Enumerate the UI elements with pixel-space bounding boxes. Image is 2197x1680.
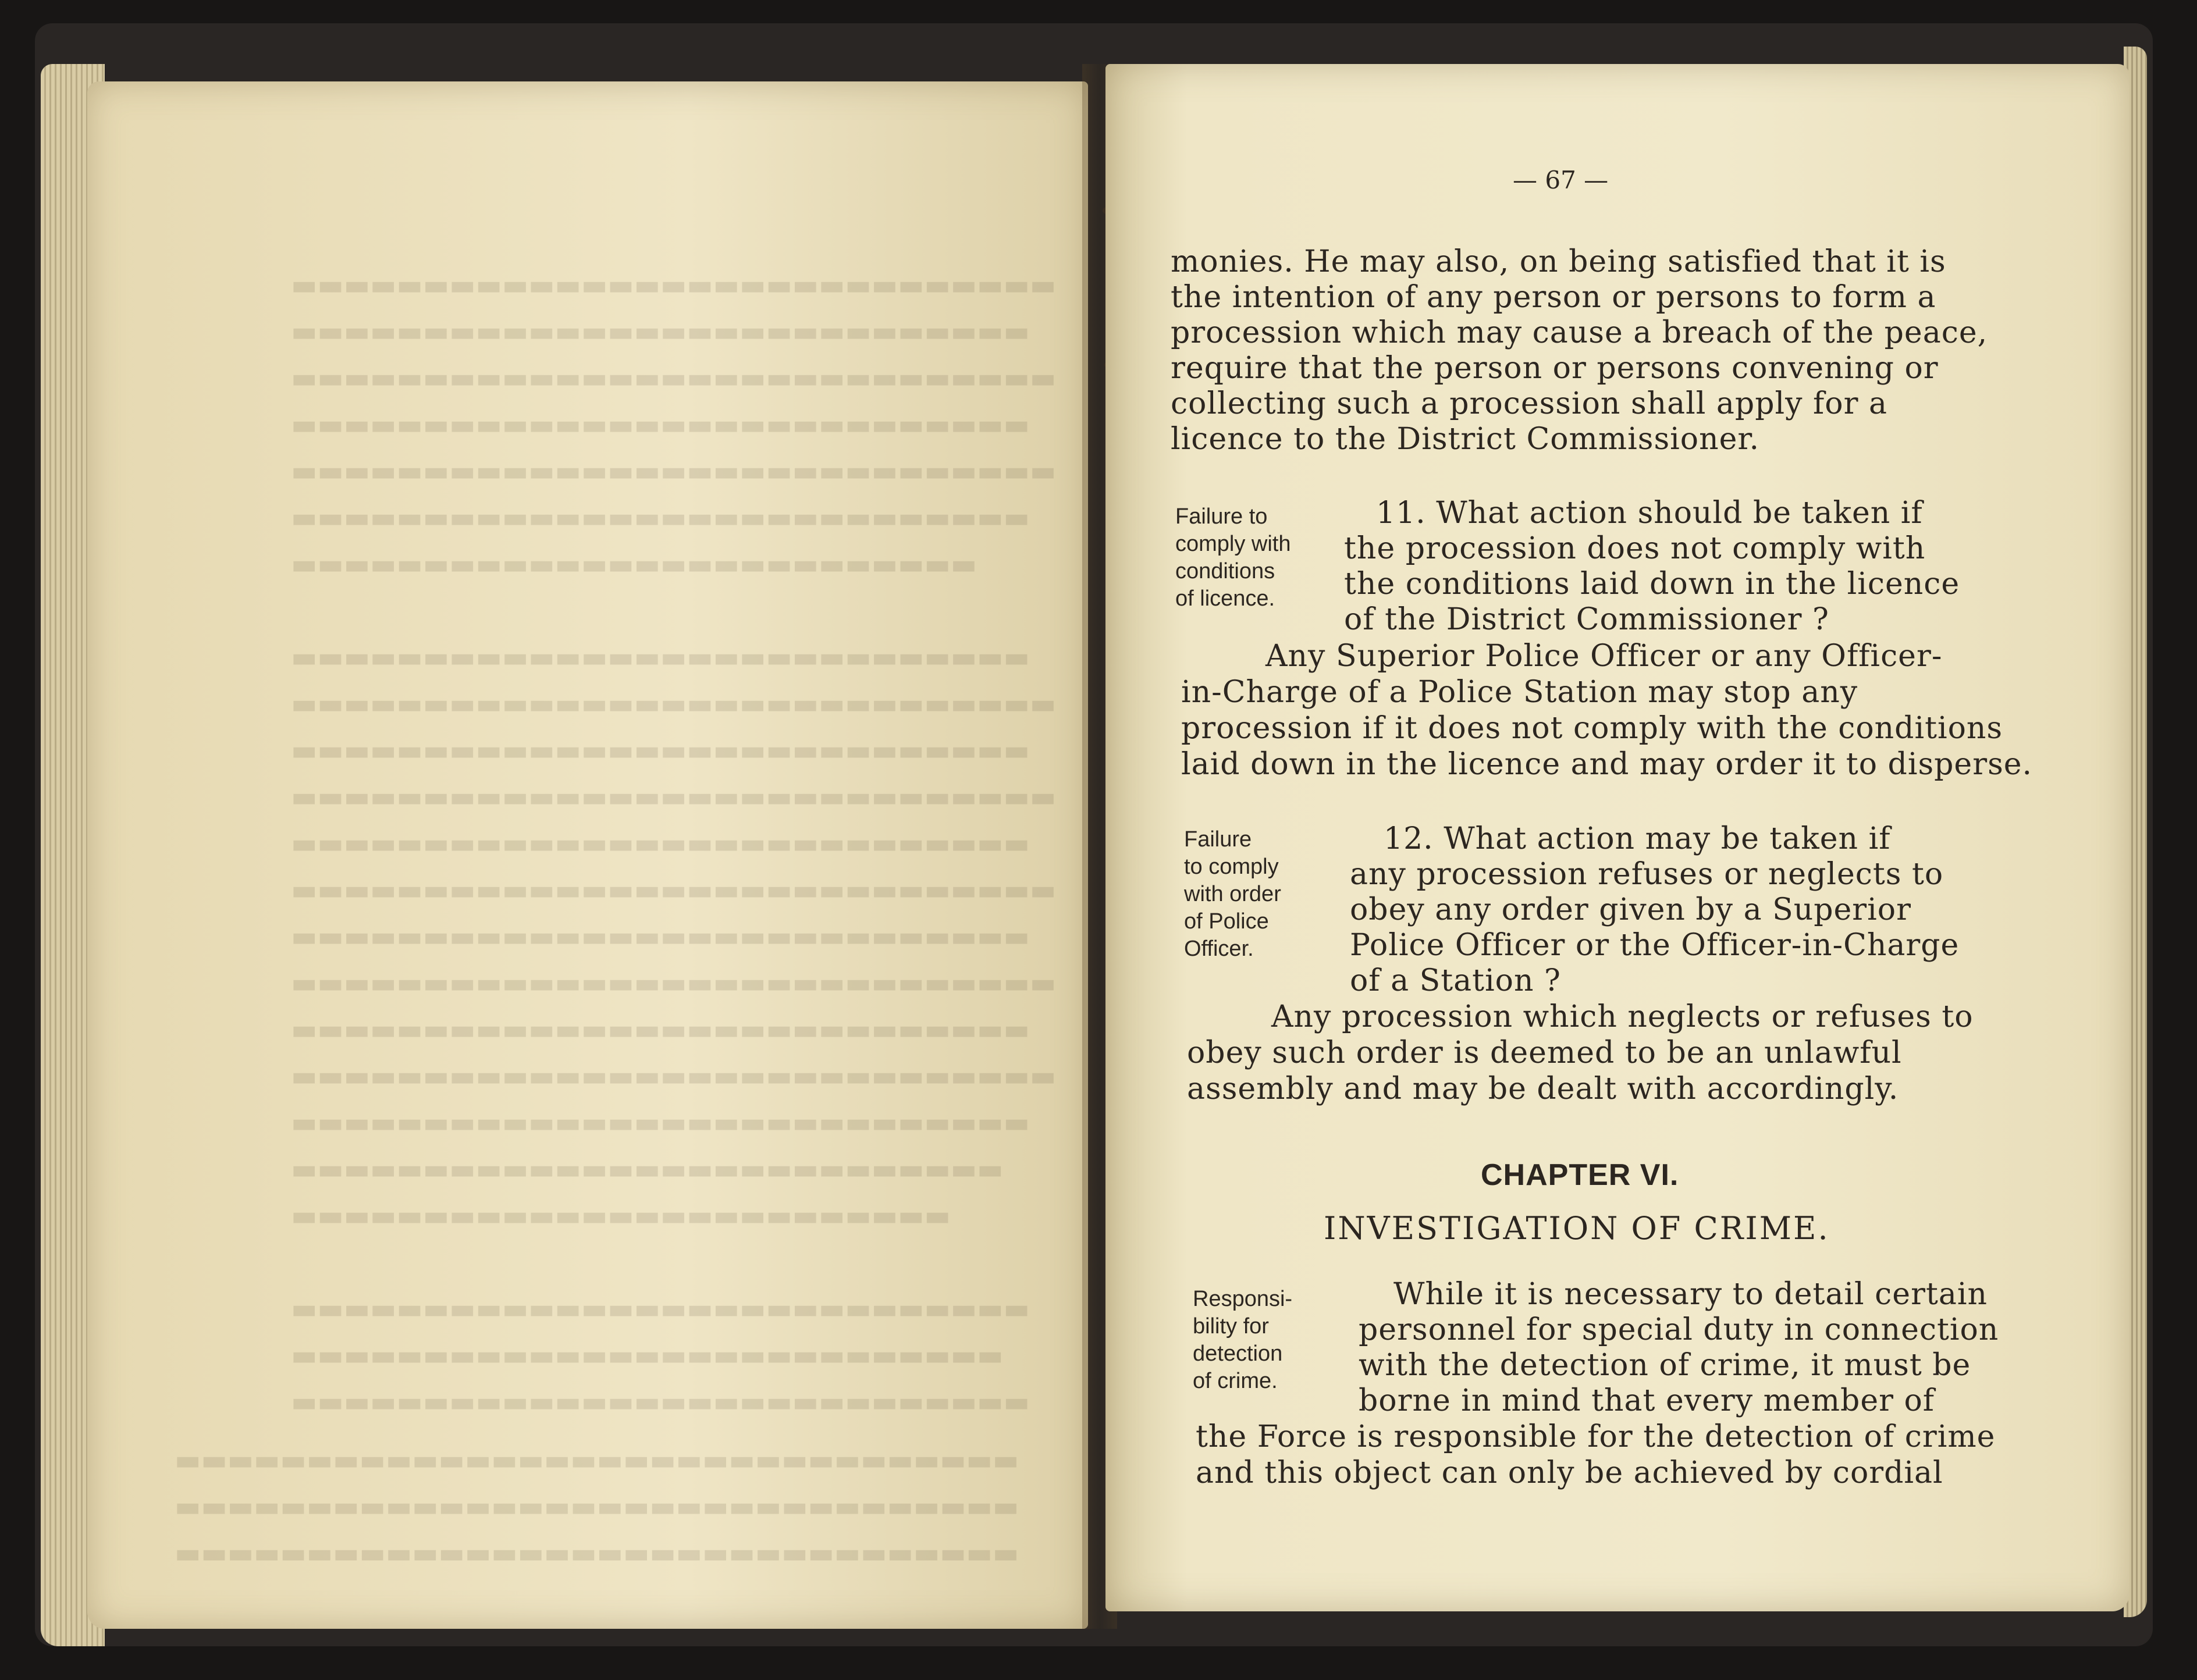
- show-through-text: ▬▬▬▬▬▬▬▬▬▬▬▬▬▬▬▬▬▬▬▬▬▬▬▬▬▬▬▬: [291, 315, 1030, 348]
- crime-paragraph-line: personnel for special duty in connection: [1359, 1312, 1999, 1347]
- show-through-text: ▬▬▬▬▬▬▬▬▬▬▬▬▬▬▬▬▬▬▬▬▬▬▬▬▬▬▬▬▬: [291, 362, 1057, 394]
- crime-paragraph-line: While it is necessary to detail certain: [1393, 1277, 1988, 1312]
- show-through-text: ▬▬▬▬▬▬▬▬▬▬▬▬▬▬▬▬▬▬▬▬▬▬▬▬▬▬: [291, 548, 977, 581]
- show-through-text: ▬▬▬▬▬▬▬▬▬▬▬▬▬▬▬▬▬▬▬▬▬▬▬▬▬▬▬▬: [291, 408, 1030, 441]
- page-number: — 67 —: [1513, 166, 1609, 194]
- question-11-line: the conditions laid down in the licence: [1344, 567, 1960, 601]
- margin-note-failure-to-comply-licence: [1175, 503, 1291, 613]
- crime-paragraph-line: the Force is responsible for the detection of crime: [1196, 1419, 1996, 1454]
- margin-note-line: Responsi-: [1193, 1287, 1293, 1311]
- margin-note-line: of Police: [1184, 909, 1269, 934]
- margin-note-responsibility: [1193, 1286, 1292, 1395]
- margin-note-failure-to-comply-order: [1184, 826, 1281, 963]
- show-through-text: ▬▬▬▬▬▬▬▬▬▬▬▬▬▬▬▬▬▬▬▬▬▬▬▬▬▬▬▬: [291, 1293, 1030, 1325]
- crime-paragraph-line: borne in mind that every member of: [1359, 1383, 1935, 1418]
- margin-note-line: Failure: [1184, 827, 1252, 852]
- show-through-text: ▬▬▬▬▬▬▬▬▬▬▬▬▬▬▬▬▬▬▬▬▬▬▬▬▬▬▬▬▬▬▬▬: [175, 1537, 1019, 1569]
- question-11-line: 11. What action should be taken if: [1376, 496, 1923, 531]
- question-12-line: of a Station ?: [1350, 963, 1561, 998]
- show-through-text: ▬▬▬▬▬▬▬▬▬▬▬▬▬▬▬▬▬▬▬▬▬▬▬▬▬▬▬▬: [291, 1013, 1030, 1046]
- show-through-text: ▬▬▬▬▬▬▬▬▬▬▬▬▬▬▬▬▬▬▬▬▬▬▬▬▬▬▬▬: [291, 1106, 1030, 1139]
- question-11-line: of the District Commissioner ?: [1344, 602, 1829, 637]
- margin-note-line: to comply: [1184, 855, 1279, 879]
- margin-note-line: detection: [1193, 1341, 1283, 1366]
- margin-note-line: with order: [1184, 882, 1281, 906]
- crime-paragraph-line: and this object can only be achieved by cordial: [1196, 1455, 1943, 1490]
- answer-12-line: Any procession which neglects or refuses to: [1271, 999, 1974, 1034]
- margin-note-line: Failure to: [1175, 504, 1268, 529]
- left-page: [87, 81, 1088, 1629]
- show-through-text: ▬▬▬▬▬▬▬▬▬▬▬▬▬▬▬▬▬▬▬▬▬▬▬▬▬▬▬▬▬: [291, 688, 1057, 720]
- show-through-text: ▬▬▬▬▬▬▬▬▬▬▬▬▬▬▬▬▬▬▬▬▬▬▬▬▬▬▬: [291, 1153, 1004, 1186]
- answer-11-line: in-Charge of a Police Station may stop any: [1181, 675, 1858, 710]
- show-through-text: ▬▬▬▬▬▬▬▬▬▬▬▬▬▬▬▬▬▬▬▬▬▬▬▬▬▬▬▬: [291, 1386, 1030, 1418]
- paragraph-line: collecting such a procession shall apply for a: [1171, 386, 1887, 421]
- question-12-line: Police Officer or the Officer-in-Charge: [1350, 928, 1960, 963]
- show-through-text: ▬▬▬▬▬▬▬▬▬▬▬▬▬▬▬▬▬▬▬▬▬▬▬▬▬: [291, 1200, 951, 1232]
- question-12-line: 12. What action may be taken if: [1384, 821, 1891, 856]
- answer-12-line: assembly and may be dealt with accordingly.: [1187, 1072, 1899, 1106]
- show-through-text: ▬▬▬▬▬▬▬▬▬▬▬▬▬▬▬▬▬▬▬▬▬▬▬▬▬▬▬▬: [291, 920, 1030, 953]
- show-through-text: ▬▬▬▬▬▬▬▬▬▬▬▬▬▬▬▬▬▬▬▬▬▬▬▬▬▬▬▬: [291, 641, 1030, 674]
- show-through-text: ▬▬▬▬▬▬▬▬▬▬▬▬▬▬▬▬▬▬▬▬▬▬▬▬▬▬▬▬▬: [291, 874, 1057, 906]
- show-through-text: ▬▬▬▬▬▬▬▬▬▬▬▬▬▬▬▬▬▬▬▬▬▬▬▬▬▬▬▬▬: [291, 1060, 1057, 1092]
- show-through-text: ▬▬▬▬▬▬▬▬▬▬▬▬▬▬▬▬▬▬▬▬▬▬▬▬▬▬▬▬▬: [291, 967, 1057, 999]
- answer-11-line: procession if it does not comply with the conditions: [1181, 711, 2003, 746]
- paragraph-line: licence to the District Commissioner.: [1171, 422, 1760, 457]
- margin-note-line: of crime.: [1193, 1369, 1278, 1393]
- paragraph-line: procession which may cause a breach of the peace,: [1171, 315, 1988, 350]
- show-through-text: ▬▬▬▬▬▬▬▬▬▬▬▬▬▬▬▬▬▬▬▬▬▬▬▬▬▬▬▬▬: [291, 781, 1057, 813]
- answer-11-line: laid down in the licence and may order it to disperse.: [1181, 747, 2033, 782]
- question-12-line: any procession refuses or neglects to: [1350, 857, 1944, 892]
- show-through-text: ▬▬▬▬▬▬▬▬▬▬▬▬▬▬▬▬▬▬▬▬▬▬▬▬▬▬▬▬▬▬▬▬: [175, 1444, 1019, 1476]
- chapter-number: CHAPTER VI.: [1481, 1158, 1679, 1192]
- margin-note-line: Officer.: [1184, 937, 1254, 961]
- margin-note-line: comply with: [1175, 532, 1291, 556]
- paragraph-line: require that the person or persons convening or: [1171, 351, 1939, 386]
- show-through-text: ▬▬▬▬▬▬▬▬▬▬▬▬▬▬▬▬▬▬▬▬▬▬▬▬▬▬▬: [291, 1339, 1004, 1372]
- question-12-line: obey any order given by a Superior: [1350, 892, 1911, 927]
- show-through-text: ▬▬▬▬▬▬▬▬▬▬▬▬▬▬▬▬▬▬▬▬▬▬▬▬▬▬▬▬▬▬▬▬: [175, 1490, 1019, 1523]
- paragraph-line: the intention of any person or persons to form a: [1171, 280, 1936, 315]
- answer-11-line: Any Superior Police Officer or any Officer-: [1265, 639, 1943, 674]
- show-through-text: ▬▬▬▬▬▬▬▬▬▬▬▬▬▬▬▬▬▬▬▬▬▬▬▬▬▬▬▬: [291, 734, 1030, 767]
- crime-paragraph-line: with the detection of crime, it must be: [1359, 1348, 1971, 1383]
- show-through-text: ▬▬▬▬▬▬▬▬▬▬▬▬▬▬▬▬▬▬▬▬▬▬▬▬▬▬▬▬: [291, 501, 1030, 534]
- paragraph-line: monies. He may also, on being satisfied that it is: [1171, 244, 1946, 279]
- margin-note-line: bility for: [1193, 1314, 1269, 1339]
- answer-12-line: obey such order is deemed to be an unlawful: [1187, 1035, 1902, 1070]
- chapter-title: INVESTIGATION OF CRIME.: [1324, 1210, 1830, 1247]
- margin-note-line: conditions: [1175, 559, 1275, 583]
- show-through-text: ▬▬▬▬▬▬▬▬▬▬▬▬▬▬▬▬▬▬▬▬▬▬▬▬▬▬▬▬▬: [291, 455, 1057, 487]
- margin-note-line: of licence.: [1175, 586, 1275, 611]
- show-through-text: ▬▬▬▬▬▬▬▬▬▬▬▬▬▬▬▬▬▬▬▬▬▬▬▬▬▬▬▬▬: [291, 269, 1057, 301]
- show-through-text: ▬▬▬▬▬▬▬▬▬▬▬▬▬▬▬▬▬▬▬▬▬▬▬▬▬▬▬▬: [291, 827, 1030, 860]
- question-11-line: the procession does not comply with: [1344, 531, 1926, 566]
